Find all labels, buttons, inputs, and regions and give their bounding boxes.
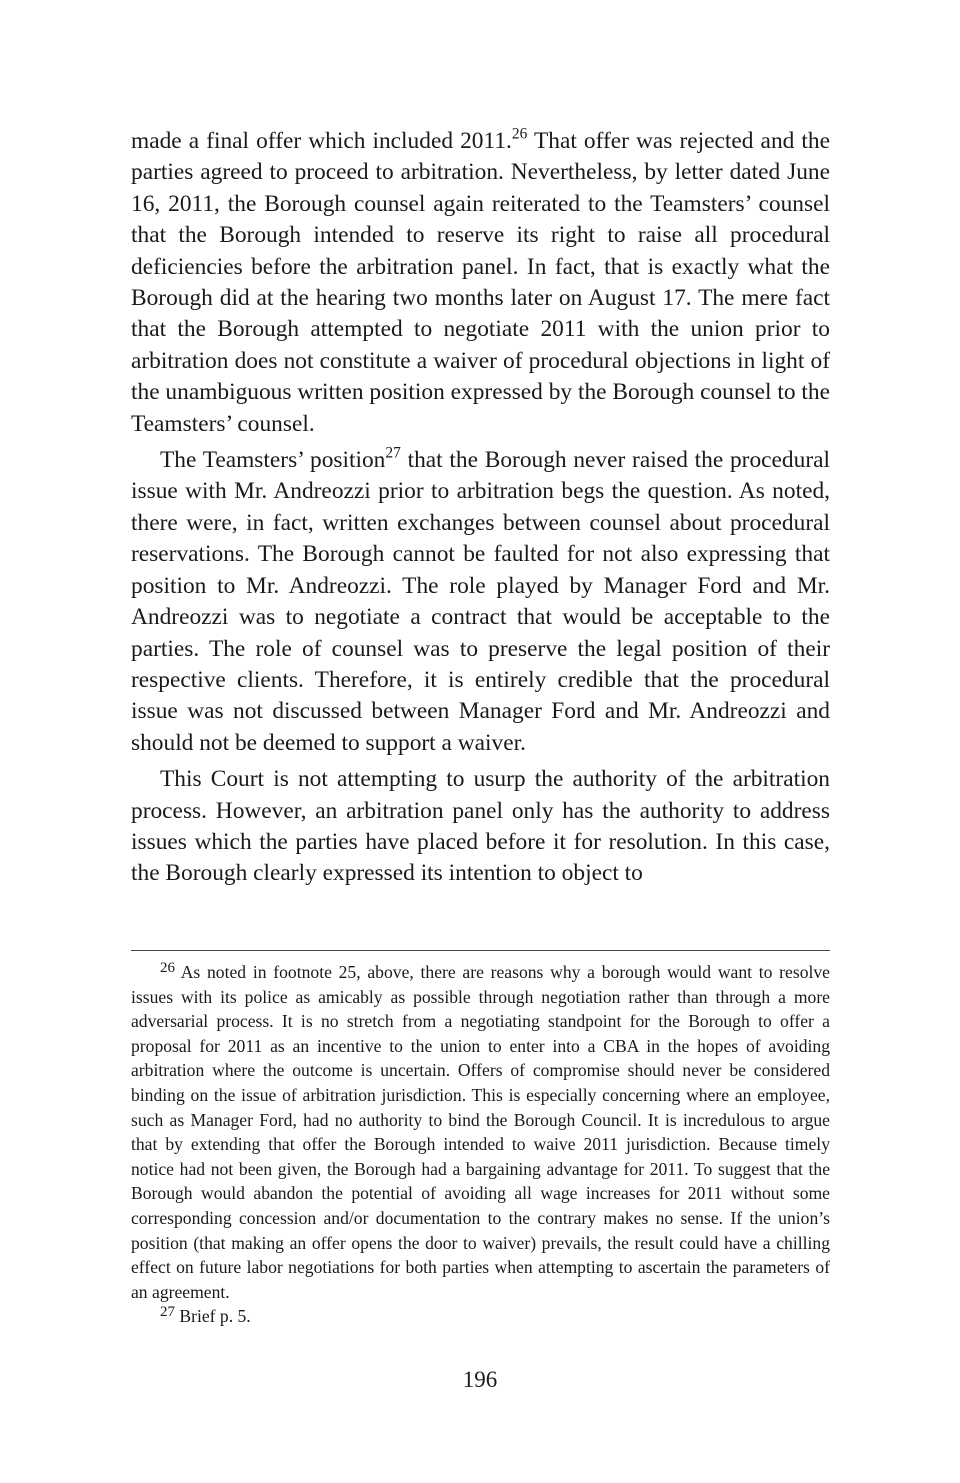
paragraph-3-text: This Court is not attempting to usurp the authority of the arbitration process. However, an arbitration panel only has the authority to address issues which the parties have placed before it for resolution. In this case, the Borough clearly expressed its intention to object to bbox=[131, 766, 830, 887]
page-number: 196 bbox=[462, 1367, 498, 1392]
footnotes bbox=[131, 960, 830, 1329]
footnote-26 bbox=[131, 960, 830, 1304]
footnote-27 bbox=[131, 1304, 830, 1329]
footnote-26-number: 26 bbox=[160, 960, 175, 977]
paragraph-1-text-b: That offer was rejected and the parties agreed to proceed to arbitration. Nevertheless, by letter dated June 16, 2011, the Borough counsel again reiterated to the Teamsters’ counsel that the Borough intended to reserve its right to raise all procedural deficiencies before the arbitration panel. In fact, that is exactly what the Borough did at the hearing two months later on August 17. The mere fact that the Borough attempted to negotiate 2011 with the union prior to arbitration does not constitute a waiver of procedural objections in light of the unambiguous written position expressed by the Borough counsel to the Teamsters’ counsel. bbox=[131, 128, 831, 437]
paragraph-2-text-a: The Teamsters’ position bbox=[160, 447, 386, 474]
main-text bbox=[131, 126, 830, 890]
footnote-ref-27: 27 bbox=[385, 444, 401, 462]
footnote-ref-26: 26 bbox=[511, 125, 528, 143]
paragraph-2 bbox=[131, 445, 830, 759]
paragraph-3 bbox=[131, 764, 830, 890]
paragraph-1 bbox=[131, 126, 830, 440]
footnote-27-text: Brief p. 5. bbox=[174, 1306, 251, 1327]
footnote-divider bbox=[131, 950, 830, 951]
paragraph-1-text-a: made a final offer which included 2011. bbox=[131, 128, 512, 154]
paragraph-2-text-b: that the Borough never raised the procedural issue with Mr. Andreozzi prior to arbitration begs the question. As noted, there were, in fact, written exchanges between counsel about procedural reservations. The Borough cannot be faulted for not also expressing that position to Mr. Andreozzi. The role played by Manager Ford and Mr. Andreozzi was to negotiate a contract that would be acceptable to the parties. The role of counsel was to preserve the legal position of their respective clients. Therefore, it is entirely credible that the procedural issue was not discussed between Manager Ford and Mr. Andreozzi and should not be deemed to support a waiver. bbox=[131, 447, 830, 756]
footnote-27-number: 27 bbox=[160, 1304, 175, 1321]
footnote-26-text: As noted in footnote 25, above, there are reasons why a borough would want to resolve issues with its police as amicably as possible through negotiation rather than through a more adversarial process. It is no stretch from a negotiating standpoint for the Borough to offer a proposal for 2011 as an incentive to the union to enter into a CBA in the hopes of avoiding arbitration where the outcome is uncertain. Offers of compromise should never be considered binding on the issue of arbitration jurisdiction. This is especially concerning where an employee, such as Manager Ford, had no authority to bind the Borough Council. It is incredulous to argue that by extending that offer the Borough intended to waive 2011 jurisdiction. Because timely notice had not been given, the Borough had a bargaining advantage for 2011. To suggest that the Borough would abandon the potential of avoiding all wage increases for 2011 without some corresponding concession and/or documentation to the contrary makes no sense. If the union’s position (that making an offer opens the door to waiver) prevails, the result could have a chilling effect on future labor negotiations for both parties when attempting to ascertain the parameters of an agreement. bbox=[131, 962, 830, 1302]
